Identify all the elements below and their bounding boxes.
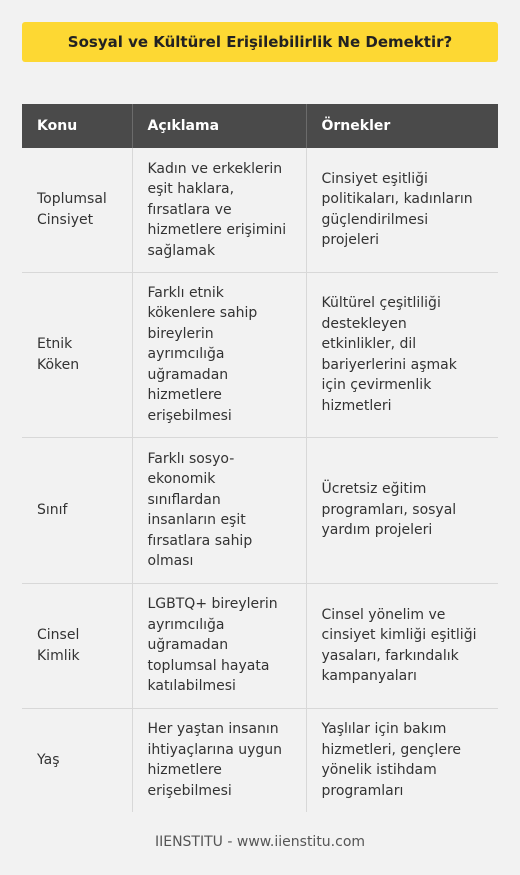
cell-examples: Kültürel çeşitliliği destekleyen etkinlikler, dil bariyerlerini aşmak için çevirmenlik hizmetleri (306, 272, 498, 437)
cell-description: LGBTQ+ bireylerin ayrımcılığa uğramadan toplumsal hayata katılabilmesi (132, 583, 306, 708)
table-header-row (22, 104, 498, 148)
cell-description: Farklı etnik kökenlere sahip bireylerin ayrımcılığa uğramadan hizmetlere erişebilmesi (132, 272, 306, 437)
page-title: Sosyal ve Kültürel Erişilebilirlik Ne Demektir? (22, 22, 498, 62)
footer-credit: IIENSTITU - www.iienstitu.com (154, 834, 366, 850)
table-row (22, 708, 498, 812)
column-header-examples: Örnekler (306, 104, 498, 148)
cell-examples: Yaşlılar için bakım hizmetleri, gençlere yönelik istihdam programları (306, 708, 498, 812)
cell-examples: Cinsel yönelim ve cinsiyet kimliği eşitliği yasaları, farkındalık kampanyaları (306, 583, 498, 708)
cell-topic: Toplumsal Cinsiyet (22, 148, 132, 272)
column-header-topic: Konu (22, 104, 132, 148)
data-table (22, 104, 498, 812)
cell-description: Kadın ve erkeklerin eşit haklara, fırsatlara ve hizmetlere erişimini sağlamak (132, 148, 306, 272)
cell-examples: Ücretsiz eğitim programları, sosyal yardım projeleri (306, 437, 498, 583)
table-row (22, 583, 498, 708)
cell-examples: Cinsiyet eşitliği politikaları, kadınların güçlendirilmesi projeleri (306, 148, 498, 272)
table-row (22, 272, 498, 437)
table-row (22, 148, 498, 272)
table-row (22, 437, 498, 583)
cell-topic: Cinsel Kimlik (22, 583, 132, 708)
cell-topic: Yaş (22, 708, 132, 812)
cell-description: Her yaştan insanın ihtiyaçlarına uygun hizmetlere erişebilmesi (132, 708, 306, 812)
column-header-description: Açıklama (132, 104, 306, 148)
cell-description: Farklı sosyo-ekonomik sınıflardan insanların eşit fırsatlara sahip olması (132, 437, 306, 583)
cell-topic: Sınıf (22, 437, 132, 583)
cell-topic: Etnik Köken (22, 272, 132, 437)
